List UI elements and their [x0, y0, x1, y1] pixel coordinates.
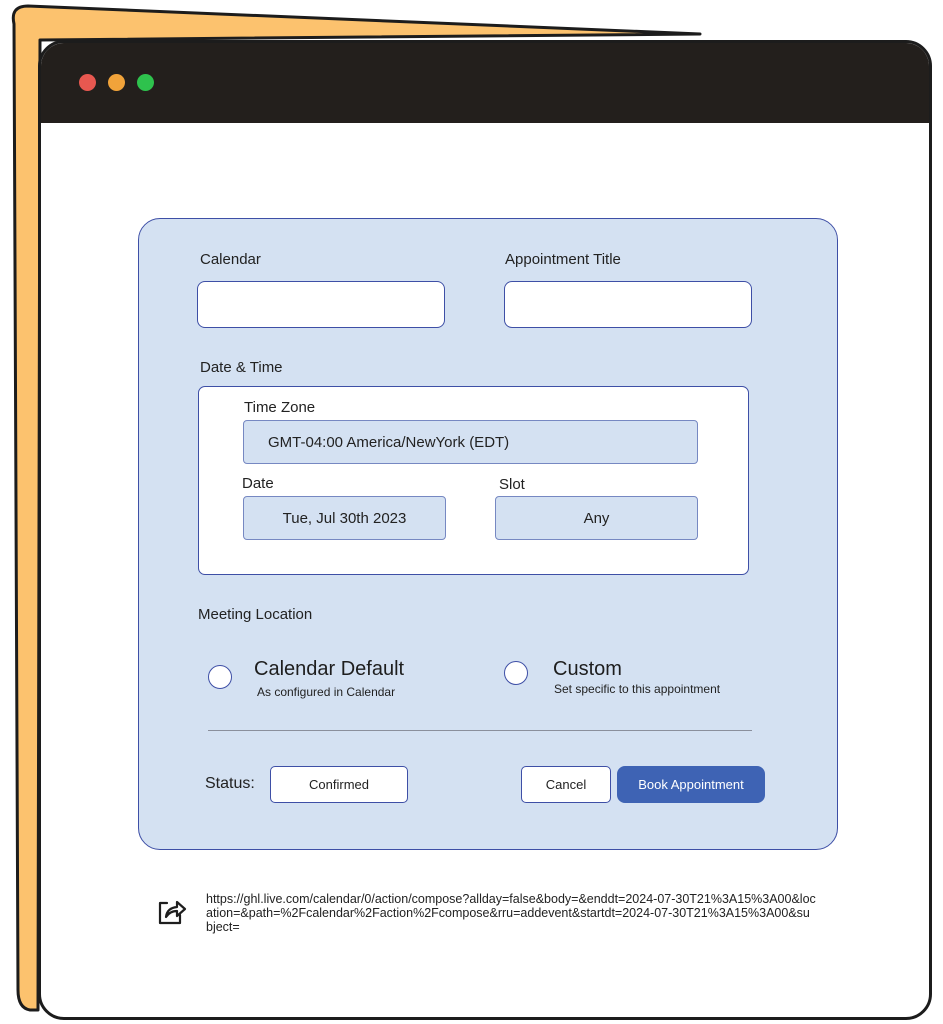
- calendar-default-radio[interactable]: [208, 665, 232, 689]
- close-dot[interactable]: [79, 74, 96, 91]
- status-dropdown[interactable]: [270, 766, 408, 803]
- cancel-button[interactable]: Cancel: [521, 766, 611, 803]
- appointment-title-label: Appointment Title: [505, 251, 621, 268]
- compose-url[interactable]: https://ghl.live.com/calendar/0/action/compose?allday=false&body=&enddt=2024-07-30T21%3A15%3A00&location=&path=%2Fcalendar%2Faction%2Fcompose&rru=addevent&startdt=2024-07-30T21%3A15%3A00&subject=: [206, 892, 816, 934]
- date-picker[interactable]: [243, 496, 446, 540]
- slot-value: Any: [583, 509, 610, 527]
- date-time-panel: [198, 386, 749, 575]
- custom-radio[interactable]: [504, 661, 528, 685]
- slot-select[interactable]: [495, 496, 698, 540]
- calendar-label: Calendar: [200, 251, 261, 268]
- time-zone-label: Time Zone: [244, 399, 316, 416]
- book-appointment-button[interactable]: Book Appointment: [617, 766, 765, 803]
- time-zone-select[interactable]: [243, 420, 698, 464]
- calendar-input[interactable]: [197, 281, 445, 328]
- appointment-form: [138, 218, 838, 850]
- maximize-dot[interactable]: [137, 74, 154, 91]
- divider: [208, 730, 752, 731]
- custom-subtitle: Set specific to this appointment: [554, 682, 721, 696]
- date-label: Date: [242, 475, 274, 492]
- date-time-label: Date & Time: [200, 359, 283, 376]
- slot-label: Slot: [499, 476, 525, 493]
- status-label: Status:: [205, 775, 255, 792]
- date-value: Tue, Jul 30th 2023: [282, 509, 407, 527]
- calendar-default-title: Calendar Default: [254, 658, 405, 680]
- minimize-dot[interactable]: [108, 74, 125, 91]
- custom-title: Custom: [553, 658, 622, 680]
- window-titlebar: [41, 43, 929, 123]
- share-icon[interactable]: [155, 895, 187, 927]
- time-zone-value: GMT-04:00 America/NewYork (EDT): [268, 433, 510, 451]
- meeting-location-label: Meeting Location: [198, 606, 313, 623]
- appointment-title-input[interactable]: [504, 281, 752, 328]
- browser-window: [38, 40, 932, 1020]
- calendar-default-subtitle: As configured in Calendar: [257, 685, 396, 699]
- status-value: Confirmed: [309, 777, 369, 792]
